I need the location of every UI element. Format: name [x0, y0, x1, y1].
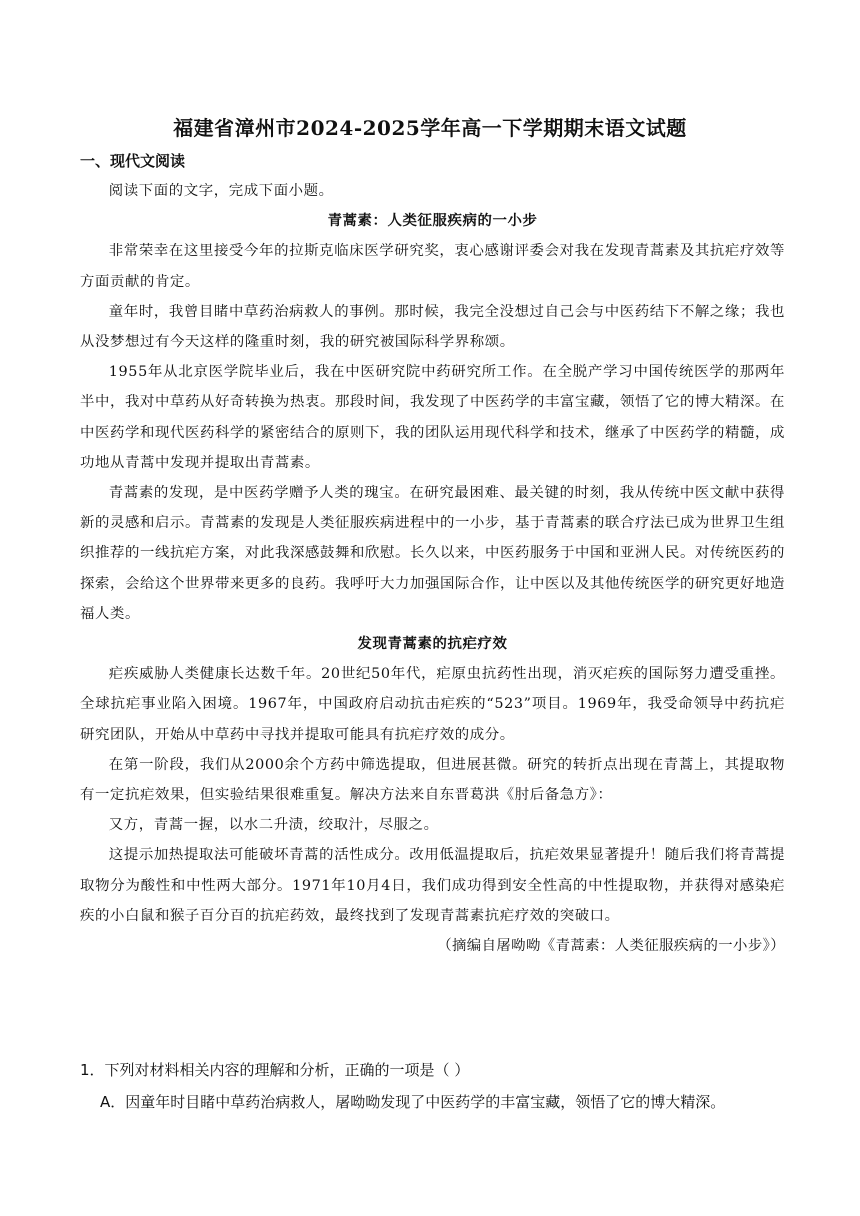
- question-stem: 1．下列对材料相关内容的理解和分析，正确的一项是（ ）: [80, 1061, 470, 1079]
- source-citation: （摘编自屠呦呦《青蒿素：人类征服疾病的一小步》）: [437, 938, 785, 955]
- article1-paragraph: 非常荣幸在这里接受今年的拉斯克临床医学研究奖，衷心感谢评委会对我在发现青蒿素及其抗疟疗效等方面贡献的肯定。: [80, 243, 785, 290]
- article2-heading: 发现青蒿素的抗疟疗效: [357, 635, 508, 653]
- article2-paragraph: 这提示加热提取法可能破坏青蒿的活性成分。改用低温提取后，抗疟效果显著提升！随后我们将青蒿提取物分为酸性和中性两大部分。1971年10月4日，我们成功得到安全性高的中性提取物，并获得对感染疟疾的小白鼠和猴子百分百的抗疟药效，最终找到了发现青蒿素抗疟疗效的突破口。: [80, 847, 785, 924]
- article1-paragraph: 青蒿素的发现，是中医药学赠予人类的瑰宝。在研究最困难、最关键的时刻，我从传统中医文献中获得新的灵感和启示。青蒿素的发现是人类征服疾病进程中的一小步，基于青蒿素的联合疗法已成为世界卫生组织推荐的一线抗疟方案，对此我深感鼓舞和欣慰。长久以来，中医药服务于中国和亚洲人民。对传统医药的探索，会给这个世界带来更多的良药。我呼吁大力加强国际合作，让中医以及其他传统医学的研究更好地造福人类。: [80, 485, 785, 622]
- reading-passage: [80, 176, 785, 961]
- article2-paragraph: 在第一阶段，我们从2000余个方药中筛选提取，但进展甚微。研究的转折点出现在青蒿上，其提取物有一定抗疟效果，但实验结果很难重复。解决方法来自东晋葛洪《肘后备急方》：: [80, 756, 785, 804]
- page-title: 福建省漳州市2024-2025学年高一下学期期末语文试题: [173, 116, 687, 140]
- section-heading: 一、现代文阅读: [80, 152, 186, 170]
- question-block: [80, 1054, 790, 1118]
- article2-paragraph: 疟疾威胁人类健康长达数千年。20世纪50年代，疟原虫抗药性出现，消灭疟疾的国际努力遭受重挫。全球抗疟事业陷入困境。1967年，中国政府启动抗击疟疾的“523”项目。1969年，我受命领导中药抗疟研究团队，开始从中草药中寻找并提取可能具有抗疟疗效的成分。: [80, 666, 785, 743]
- article2-quote: 又方，青蒿一握，以水二升渍，绞取汁，尽服之。: [108, 817, 439, 834]
- article1-paragraph: 1955年从北京医学院毕业后，我在中医研究院中药研究所工作。在全脱产学习中国传统医学的那两年半中，我对中草药从好奇转换为热衷。那段时间，我发现了中医药学的丰富宝藏，领悟了它的博大精深。在中医药学和现代医药科学的紧密结合的原则下，我的团队运用现代科学和技术，继承了中医药学的精髓，成功地从青蒿中发现并提取出青蒿素。: [80, 364, 785, 471]
- article1-heading: 青蒿素：人类征服疾病的一小步: [327, 212, 538, 230]
- instruction-text: 阅读下面的文字，完成下面小题。: [108, 183, 334, 199]
- option-a: A．因童年时目睹中草药治病救人，屠呦呦发现了中医药学的丰富宝藏，领悟了它的博大精深。: [100, 1093, 726, 1111]
- article1-paragraph: 童年时，我曾目睹中草药治病救人的事例。那时候，我完全没想过自己会与中医药结下不解之缘；我也从没梦想过有今天这样的隆重时刻，我的研究被国际科学界称颂。: [80, 303, 785, 351]
